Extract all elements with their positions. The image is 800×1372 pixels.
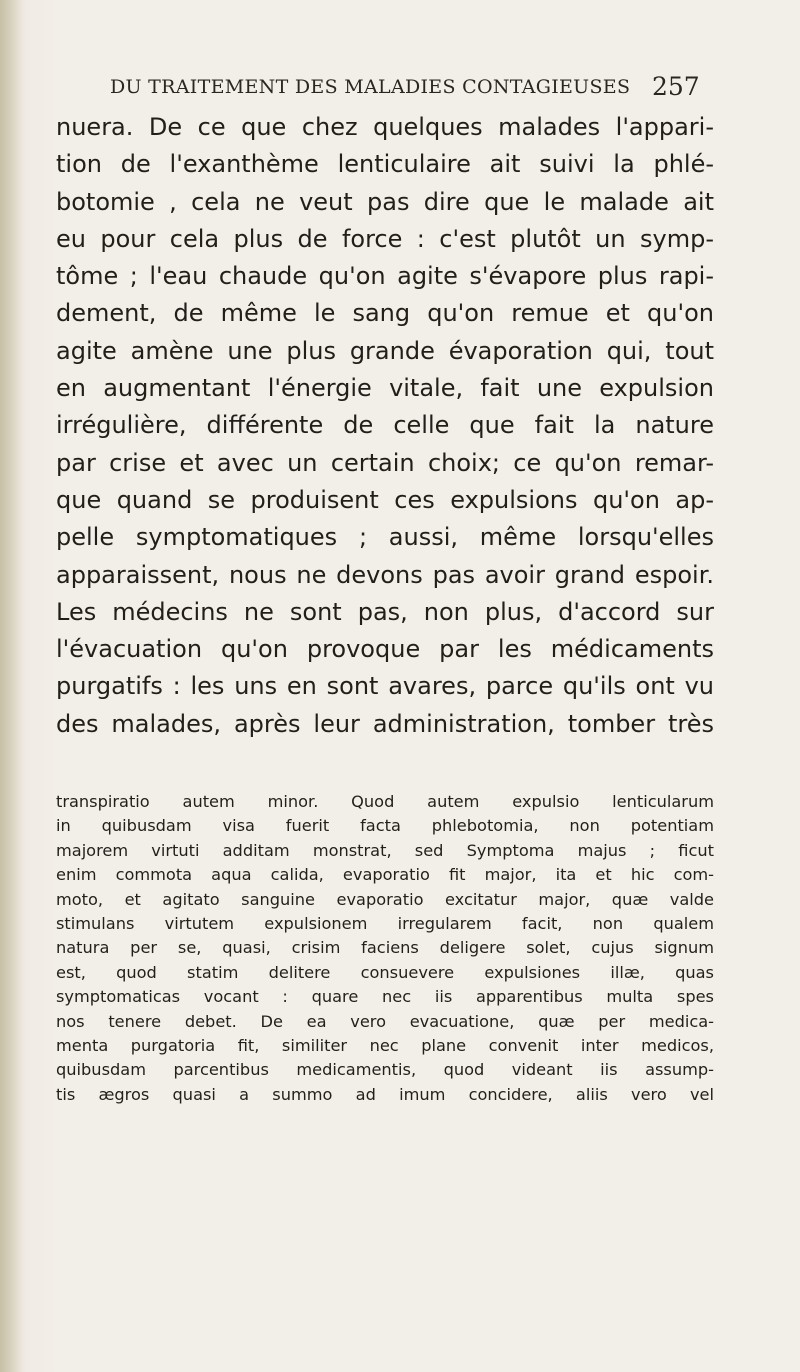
footnote-line: quibusdam parcentibus medicamentis, quod videant iis assump-	[56, 1060, 714, 1080]
page-gutter-shadow	[0, 0, 26, 1372]
main-text-block	[56, 109, 714, 743]
footnote-line: majorem virtuti additam monstrat, sed Symptoma majus ; ficut	[56, 840, 714, 860]
footnote-line: tis ægros quasi a summo ad imum concidere, aliis vero vel	[56, 1084, 714, 1104]
page-number: 257	[652, 72, 700, 101]
main-text-line: apparaissent, nous ne devons pas avoir grand espoir.	[56, 560, 714, 589]
main-text-line: pelle symptomatiques ; aussi, même lorsqu'elles	[56, 523, 714, 552]
main-text-line: Les médecins ne sont pas, non plus, d'accord sur	[56, 597, 714, 626]
page-header	[0, 72, 800, 108]
footnote-line: est, quod statim delitere consuevere expulsiones illæ, quas	[56, 962, 714, 982]
main-text-line: botomie , cela ne veut pas dire que le malade ait	[56, 187, 714, 216]
main-text-line: agite amène une plus grande évaporation qui, tout	[56, 336, 714, 365]
main-text-line: l'évacuation qu'on provoque par les médicaments	[56, 635, 714, 664]
footnote-line: transpiratio autem minor. Quod autem expulsio lenticularum	[56, 792, 714, 811]
main-text-line: que quand se produisent ces expulsions qu'on ap-	[56, 485, 714, 514]
footnote-line: symptomaticas vocant : quare nec iis apparentibus multa spes	[56, 987, 714, 1007]
main-text-line: eu pour cela plus de force : c'est plutôt un symp-	[56, 224, 714, 253]
main-text-line: en augmentant l'énergie vitale, fait une expulsion	[56, 374, 714, 403]
main-text-line: tion de l'exanthème lenticulaire ait suivi la phlé-	[56, 150, 714, 179]
main-text-line: nuera. De ce que chez quelques malades l'appari-	[56, 113, 714, 141]
main-text-line: irrégulière, différente de celle que fait la nature	[56, 411, 714, 440]
footnote-line: enim commota aqua calida, evaporatio fit major, ita et hic com-	[56, 865, 714, 885]
main-text-line: des malades, après leur administration, tomber très	[56, 709, 714, 738]
footnote-line: in quibusdam visa fuerit facta phlebotomia, non potentiam	[56, 816, 714, 836]
footnote-line: moto, et agitato sanguine evaporatio excitatur major, quæ valde	[56, 889, 714, 909]
footnote-line: menta purgatoria fit, similiter nec plane convenit inter medicos,	[56, 1035, 714, 1055]
footnote-block	[56, 790, 714, 1107]
footnote-line: stimulans virtutem expulsionem irregularem facit, non qualem	[56, 913, 714, 933]
main-text-line: tôme ; l'eau chaude qu'on agite s'évapore plus rapi-	[56, 262, 714, 291]
main-text-line: dement, de même le sang qu'on remue et qu'on	[56, 299, 714, 328]
main-text-line: purgatifs : les uns en sont avares, parce qu'ils ont vu	[56, 672, 714, 701]
main-text-line: par crise et avec un certain choix; ce qu'on remar-	[56, 448, 714, 477]
footnote-line: nos tenere debet. De ea vero evacuatione, quæ per medica-	[56, 1011, 714, 1031]
running-title: DU TRAITEMENT DES MALADIES CONTAGIEUSES	[110, 76, 631, 98]
footnote-line: natura per se, quasi, crisim faciens deligere solet, cujus signum	[56, 938, 714, 958]
